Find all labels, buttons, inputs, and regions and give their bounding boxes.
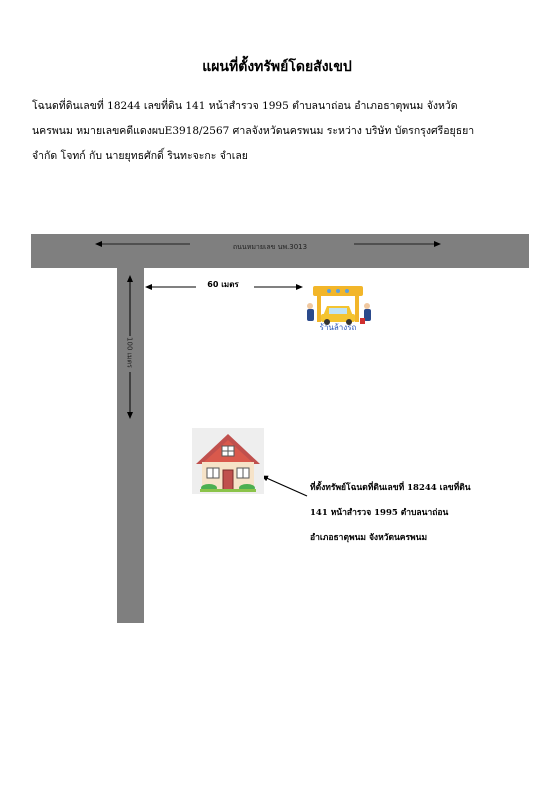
- property-pointer-arrow: [262, 476, 307, 496]
- house-icon: [192, 428, 264, 494]
- description-line: นครพนม หมายเลขคดีแดงผบE3918/2567 ศาลจังหวัดนครพนม ระหว่าง บริษัท บัตรกรุงศรีอยุธยา: [32, 125, 475, 137]
- road-label: ถนนหมายเลข นพ.3013: [232, 243, 308, 251]
- property-text-line: 141 หน้าสำรวจ 1995 ตำบลนาถ่อน: [310, 508, 449, 518]
- property-text-line: ที่ตั้งทรัพย์โฉนดที่ดินเลขที่ 18244 เลขที่ดิน: [310, 483, 471, 493]
- landmark-label: ร้านล้างรถ: [319, 323, 357, 332]
- side-road: [117, 268, 144, 623]
- description-line: โฉนดที่ดินเลขที่ 18244 เลขที่ดิน 141 หน้าสำรวจ 1995 ตำบลนาถ่อน อำเภอธาตุพนม จังหวัด: [32, 100, 458, 112]
- description-line: จำกัด โจทก์ กับ นายยุทธศักดิ์ รินทะจะกะ จำเลย: [32, 150, 248, 162]
- horizontal-distance-label: 60 เมตร: [207, 280, 239, 289]
- vertical-distance-label: 100 เมตร: [125, 337, 134, 368]
- property-description: [32, 94, 532, 169]
- property-text-line: อำเภอธาตุพนม จังหวัดนครพนม: [310, 533, 428, 543]
- map-title: แผนที่ตั้งทรัพย์โดยสังเขป: [202, 59, 352, 75]
- property-location-text: [310, 476, 530, 551]
